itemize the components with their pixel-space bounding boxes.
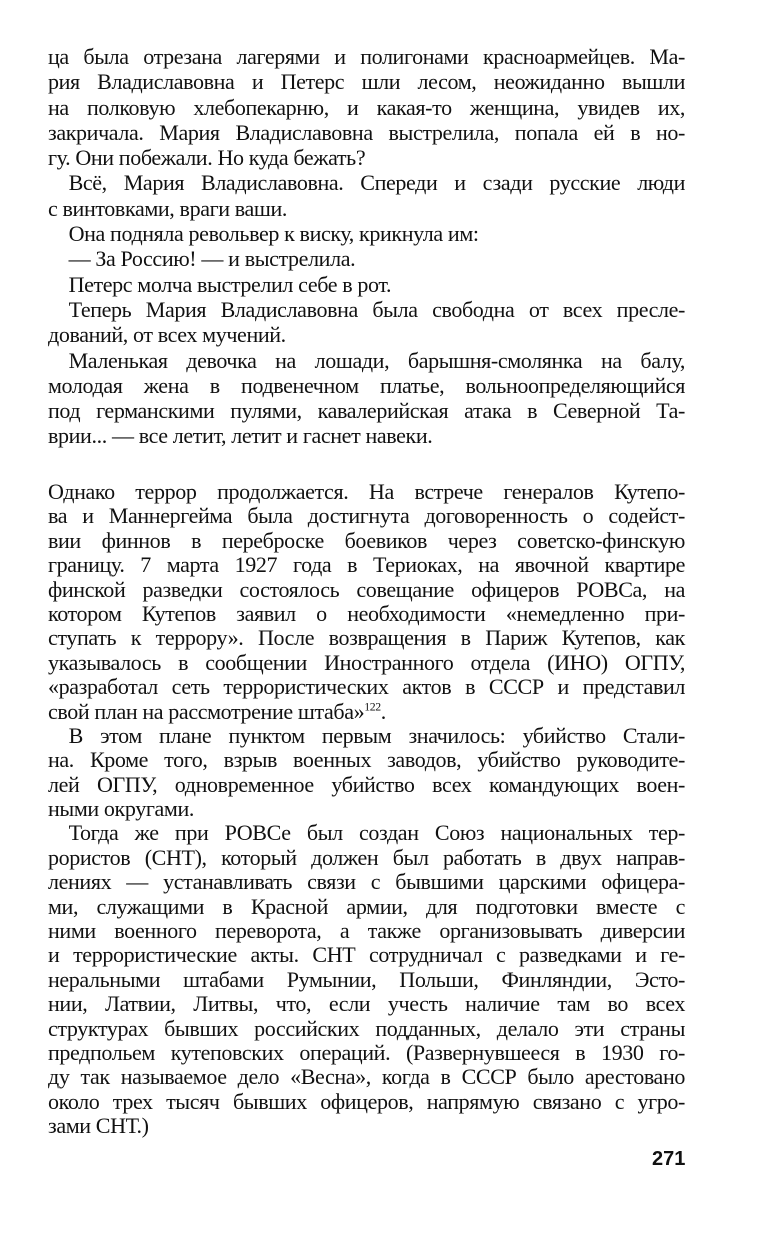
text-line <box>48 846 685 870</box>
text-line <box>48 992 685 1016</box>
text-line <box>48 1017 685 1041</box>
line-text: Петерс молча выстрелил себе в рот. <box>68 271 392 297</box>
line-text: ми, служащими в Красной армии, для подготовки вместе с <box>48 893 685 919</box>
line-text: лениях — устанавливать связи с бывшими царскими офицера- <box>48 869 685 895</box>
text-line <box>48 44 685 69</box>
line-text: котором Кутепов заявил о необходимости «немедленно при- <box>48 600 685 626</box>
line-text: рия Владиславовна и Петерс шли лесом, неожиданно вышли <box>48 69 685 95</box>
text-section-1 <box>48 44 698 449</box>
line-text: ва и Маннергейма была достигнута договоренность о содейст- <box>48 503 685 529</box>
line-text: гу. Они побежали. Но куда бежать? <box>48 145 366 171</box>
paragraph <box>48 272 698 297</box>
text-line <box>48 272 685 297</box>
line-text: нии, Латвии, Литвы, что, если учесть наличие там во всех <box>48 991 685 1017</box>
paragraph <box>48 44 698 170</box>
line-text: В этом плане пунктом первым значилось: убийство Стали- <box>68 722 685 748</box>
line-tail: . <box>380 698 386 724</box>
paragraph <box>48 724 698 822</box>
line-text: на. Кроме того, взрыв военных заводов, убийство руководите- <box>48 747 685 773</box>
line-text: Однако террор продолжается. На встрече генералов Кутепо- <box>48 479 685 504</box>
line-text: Теперь Мария Владиславовна была свободна от всех пресле- <box>68 296 685 322</box>
line-text: Она подняла револьвер к виску, крикнула им: <box>68 221 479 247</box>
line-text: лей ОГПУ, одновременное убийство всех командующих воен- <box>48 771 685 797</box>
text-line <box>48 480 685 504</box>
text-line <box>48 1065 685 1089</box>
line-text: зами СНТ.) <box>48 1113 149 1139</box>
line-text: дований, от всех мучений. <box>48 322 286 348</box>
footnote-marker: 122 <box>364 699 381 714</box>
paragraph <box>48 297 698 348</box>
line-text: молодая жена в подвенечном платье, вольноопределяющийся <box>48 372 685 398</box>
line-text: Тогда же при РОВСе был создан Союз национальных тер- <box>68 820 685 846</box>
line-text: «разработал сеть террористических актов в СССР и представил <box>48 674 685 700</box>
text-line <box>48 423 685 448</box>
text-line <box>48 297 685 322</box>
text-line <box>48 529 685 553</box>
line-text: вии финнов в переброске боевиков через советско-финскую <box>48 527 685 553</box>
paragraph <box>48 348 698 449</box>
text-line <box>48 196 685 221</box>
text-line <box>48 398 685 423</box>
text-line <box>48 170 685 195</box>
line-text: под германскими пулями, кавалерийская атака в Северной Та- <box>48 398 685 424</box>
line-text: неральными штабами Румынии, Польши, Финляндии, Эсто- <box>48 966 685 992</box>
paragraph <box>48 170 698 221</box>
text-line <box>48 651 685 675</box>
line-text: ца была отрезана лагерями и полигонами красноармейцев. Ма- <box>48 44 685 69</box>
text-line <box>48 1114 685 1138</box>
text-line <box>48 943 685 967</box>
text-line <box>48 221 685 246</box>
text-section-2 <box>48 480 698 1139</box>
paragraph <box>48 821 698 1138</box>
paragraph <box>48 480 698 724</box>
text-line <box>48 373 685 398</box>
text-line <box>48 626 685 650</box>
text-line <box>48 1090 685 1114</box>
line-text: указывалось в сообщении Иностранного отдела (ИНО) ОГПУ, <box>48 649 685 675</box>
line-text: с винтовками, враги ваши. <box>48 195 288 221</box>
line-text: рористов (СНТ), который должен был работать в двух направ- <box>48 844 685 870</box>
line-text: Маленькая девочка на лошади, барышня-смолянка на балу, <box>68 347 685 373</box>
text-line <box>48 348 685 373</box>
line-text: предпольем кутеповских операций. (Развернувшееся в 1930 го- <box>48 1039 685 1065</box>
line-text: — За Россию! — и выстрелила. <box>68 246 356 272</box>
text-line <box>48 1041 685 1065</box>
text-line <box>48 69 685 94</box>
text-line <box>48 246 685 271</box>
line-text: свой план на рассмотрение штаба» <box>48 698 365 724</box>
line-text: врии... — все летит, летит и гаснет навеки. <box>48 423 433 449</box>
text-line <box>48 602 685 626</box>
page-number: 271 <box>652 1148 686 1170</box>
text-line <box>48 919 685 943</box>
text-line <box>48 724 685 748</box>
line-text: ду так называемое дело «Весна», когда в СССР было арестовано <box>48 1064 685 1090</box>
text-line <box>48 553 685 577</box>
line-text: ступать к террору». После возвращения в Париж Кутепов, как <box>48 625 685 651</box>
text-line <box>48 700 685 724</box>
line-text: на полковую хлебопекарню, и какая-то женщина, увидев их, <box>48 94 685 120</box>
line-text: ными округами. <box>48 796 194 822</box>
line-text: структурах бывших российских подданных, делало эти страны <box>48 1015 685 1041</box>
line-text: и террористические акты. СНТ сотрудничал с разведками и ге- <box>48 942 685 968</box>
text-line <box>48 578 685 602</box>
text-line <box>48 675 685 699</box>
line-text: ними военного переворота, а также организовывать диверсии <box>48 918 685 944</box>
text-line <box>48 145 685 170</box>
text-line <box>48 821 685 845</box>
text-line <box>48 322 685 347</box>
text-line <box>48 748 685 772</box>
text-line <box>48 968 685 992</box>
line-text: финской разведки состоялось совещание офицеров РОВСа, на <box>48 576 685 602</box>
line-text: Всё, Мария Владиславовна. Спереди и сзади русские люди <box>68 170 685 196</box>
paragraph <box>48 246 698 271</box>
text-line <box>48 797 685 821</box>
line-text: границу. 7 марта 1927 года в Териоках, на явочной квартире <box>48 552 685 578</box>
line-text: закричала. Мария Владиславовна выстрелила, попала ей в но- <box>48 119 685 145</box>
line-text: около трех тысяч бывших офицеров, напрямую связано с угро- <box>48 1088 685 1114</box>
paragraph <box>48 221 698 246</box>
text-line <box>48 895 685 919</box>
text-line <box>48 504 685 528</box>
text-line <box>48 870 685 894</box>
text-line <box>48 95 685 120</box>
text-line <box>48 773 685 797</box>
text-line <box>48 120 685 145</box>
